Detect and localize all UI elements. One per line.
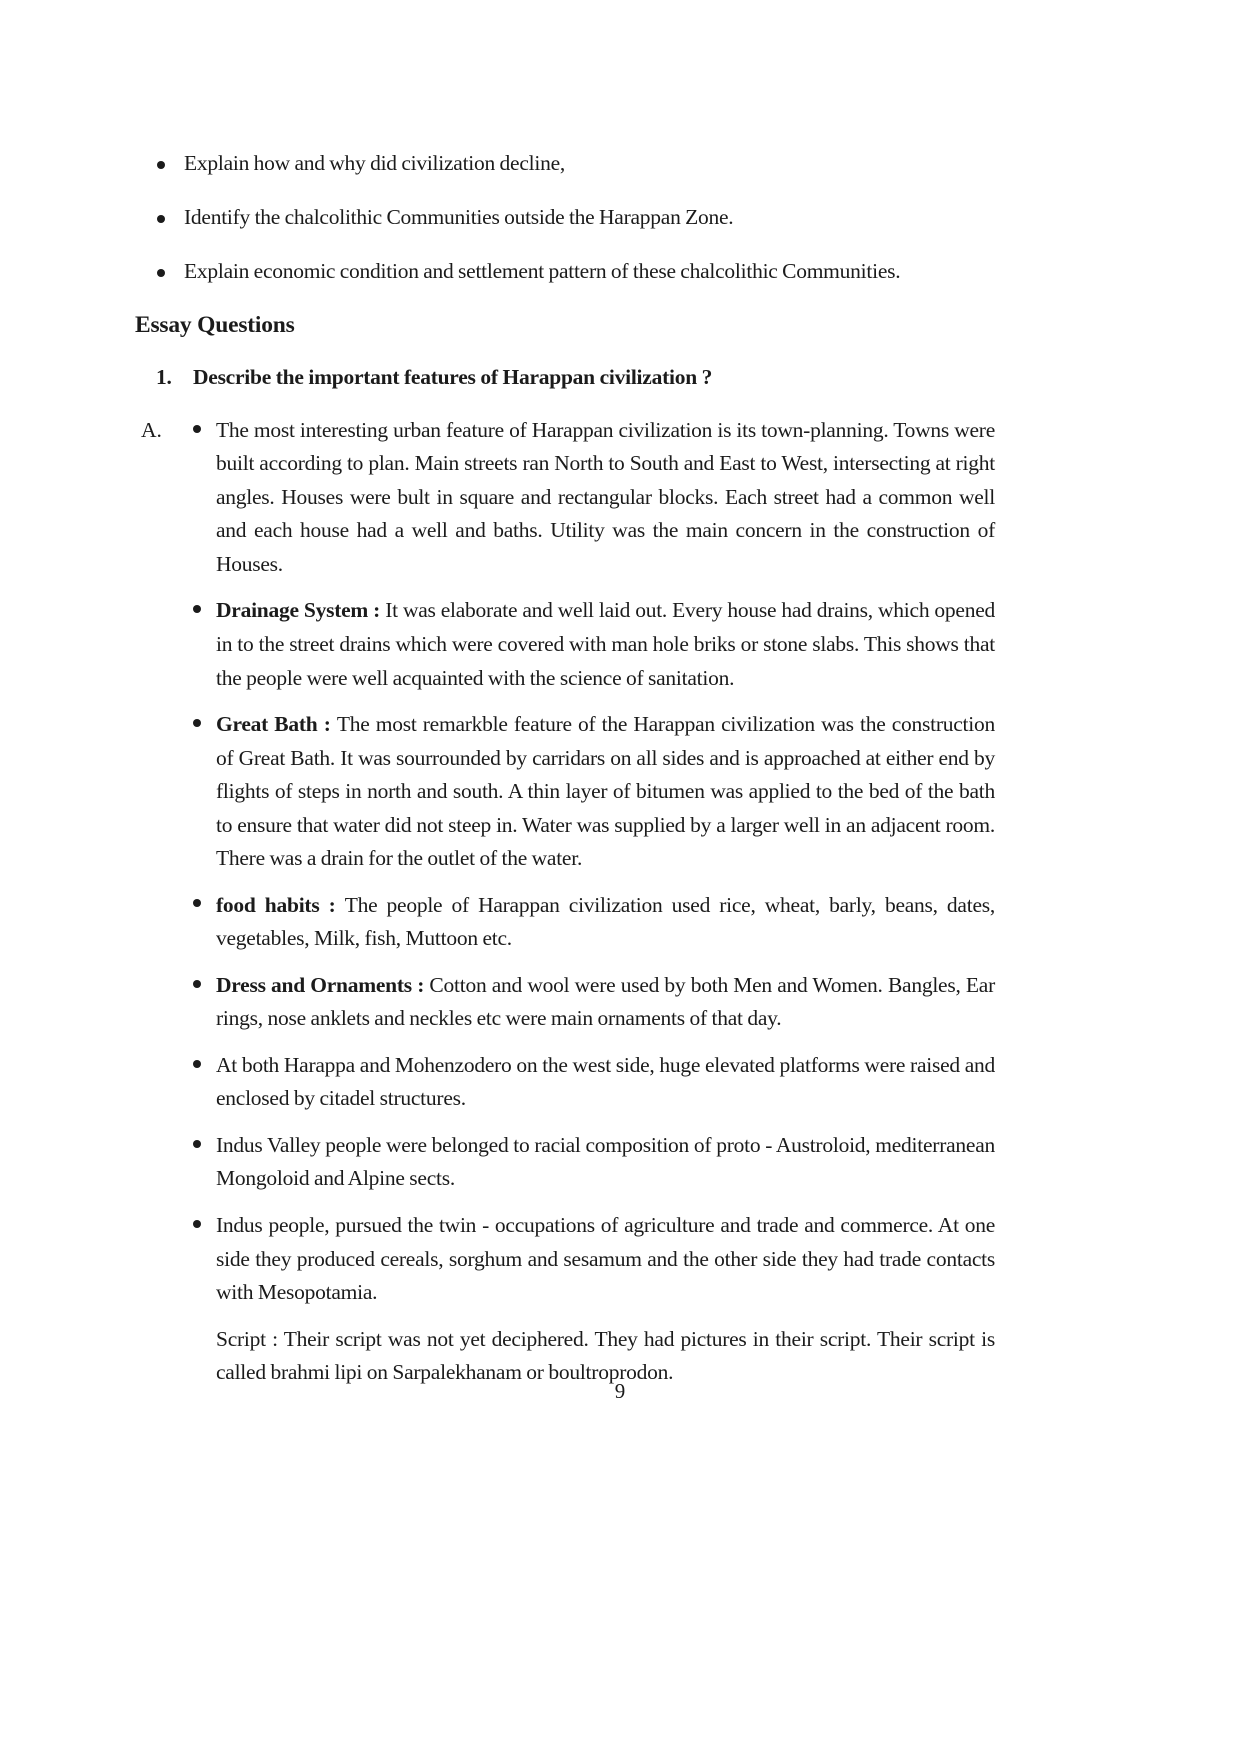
list-item-text: The people of Harappan civilization used rice, wheat, barly, beans, dates, vegetables, Milk, fish, Muttoon etc.: [216, 892, 995, 951]
section-heading: Essay Questions: [135, 311, 295, 338]
bullet-icon: [193, 899, 201, 907]
list-item: [193, 594, 995, 695]
list-item-text: Cotton and wool were used by both Men and Women. Bangles, Ear rings, nose anklets and neckles etc were main ornaments of that day.: [216, 972, 995, 1031]
bullet-icon: [157, 215, 165, 223]
question-block: [135, 365, 995, 390]
trailing-paragraph-text: Script : Their script was not yet deciphered. They had pictures in their script. Their script is called brahmi lipi on Sarpalekhanam or boultroprodon.: [216, 1326, 995, 1385]
list-item-lead: Drainage System :: [216, 598, 386, 623]
answer-bullet-list: [193, 414, 995, 1390]
page-content: [135, 150, 995, 1403]
list-item: [193, 889, 995, 956]
list-item: [193, 708, 995, 876]
bullet-icon: [157, 161, 165, 169]
answer-body: [193, 414, 995, 1403]
list-item-text: It was elaborate and well laid out. Every house had drains, which opened in to the street drains which were covered with man hole briks or stone slabs. This shows that the people were well acquainted with the science of sanitation.: [216, 598, 996, 690]
list-item: [135, 204, 995, 232]
list-item-lead: Dress and Ornaments :: [216, 972, 430, 997]
bullet-icon: [193, 1220, 201, 1228]
question-text: Describe the important features of Harappan civilization ?: [193, 364, 713, 389]
list-item: [193, 1129, 995, 1196]
bullet-icon: [193, 425, 201, 433]
answer-block: [135, 414, 995, 1403]
list-item-lead: food habits :: [216, 892, 345, 917]
bullet-icon: [193, 719, 201, 727]
intro-bullet-list: [135, 150, 995, 286]
answer-label: A.: [141, 417, 162, 442]
list-item-text: Indus people, pursued the twin - occupations of agriculture and trade and commerce. At one side they produced cereals, sorghum and sesamum and the other side they had trade contacts with Mesopotamia.: [216, 1212, 995, 1305]
list-item-text: At both Harappa and Mohenzodero on the west side, huge elevated platforms were raised and enclosed by citadel structures.: [216, 1052, 995, 1111]
list-item-text: Explain economic condition and settlement pattern of these chalcolithic Communities.: [184, 258, 901, 283]
bullet-icon: [157, 269, 165, 277]
list-item-text: Indus Valley people were belonged to racial composition of proto - Austroloid, mediterranean Mongoloid and Alpine sects.: [216, 1132, 995, 1191]
list-item: [193, 1049, 995, 1116]
list-item-text: Identify the chalcolithic Communities outside the Harappan Zone.: [184, 204, 734, 229]
list-item: [193, 1209, 995, 1310]
bullet-icon: [193, 1060, 201, 1068]
list-item: [135, 150, 995, 178]
list-item-text: The most remarkble feature of the Harappan civilization was the construction of Great Bath. It was sourrounded by carridars on all sides and is approached at either end by flights of steps in north and south. A thin layer of bitumen was applied to the bed of the bath to ensure that water did not steep in. Water was supplied by a larger well in an adjacent room. There was a drain for the outlet of the water.: [216, 712, 995, 871]
list-item-text: Explain how and why did civilization decline,: [184, 151, 566, 175]
question-number: 1.: [156, 364, 172, 389]
bullet-icon: [193, 605, 201, 613]
list-item: [193, 969, 995, 1036]
list-item-lead: Great Bath :: [216, 712, 337, 737]
list-item: [135, 258, 995, 286]
bullet-icon: [193, 1140, 201, 1148]
list-item: [193, 414, 995, 582]
bullet-icon: [193, 980, 201, 988]
list-item-text: The most interesting urban feature of Harappan civilization is its town-planning. Towns were built according to plan. Main streets ran North to South and East to West, intersecting at right angles. Houses were bult in square and rectangular blocks. Each street had a common well and each house had a well and baths. Utility was the main concern in the construction of Houses.: [216, 417, 995, 576]
page-number: 9: [614, 1379, 626, 1403]
